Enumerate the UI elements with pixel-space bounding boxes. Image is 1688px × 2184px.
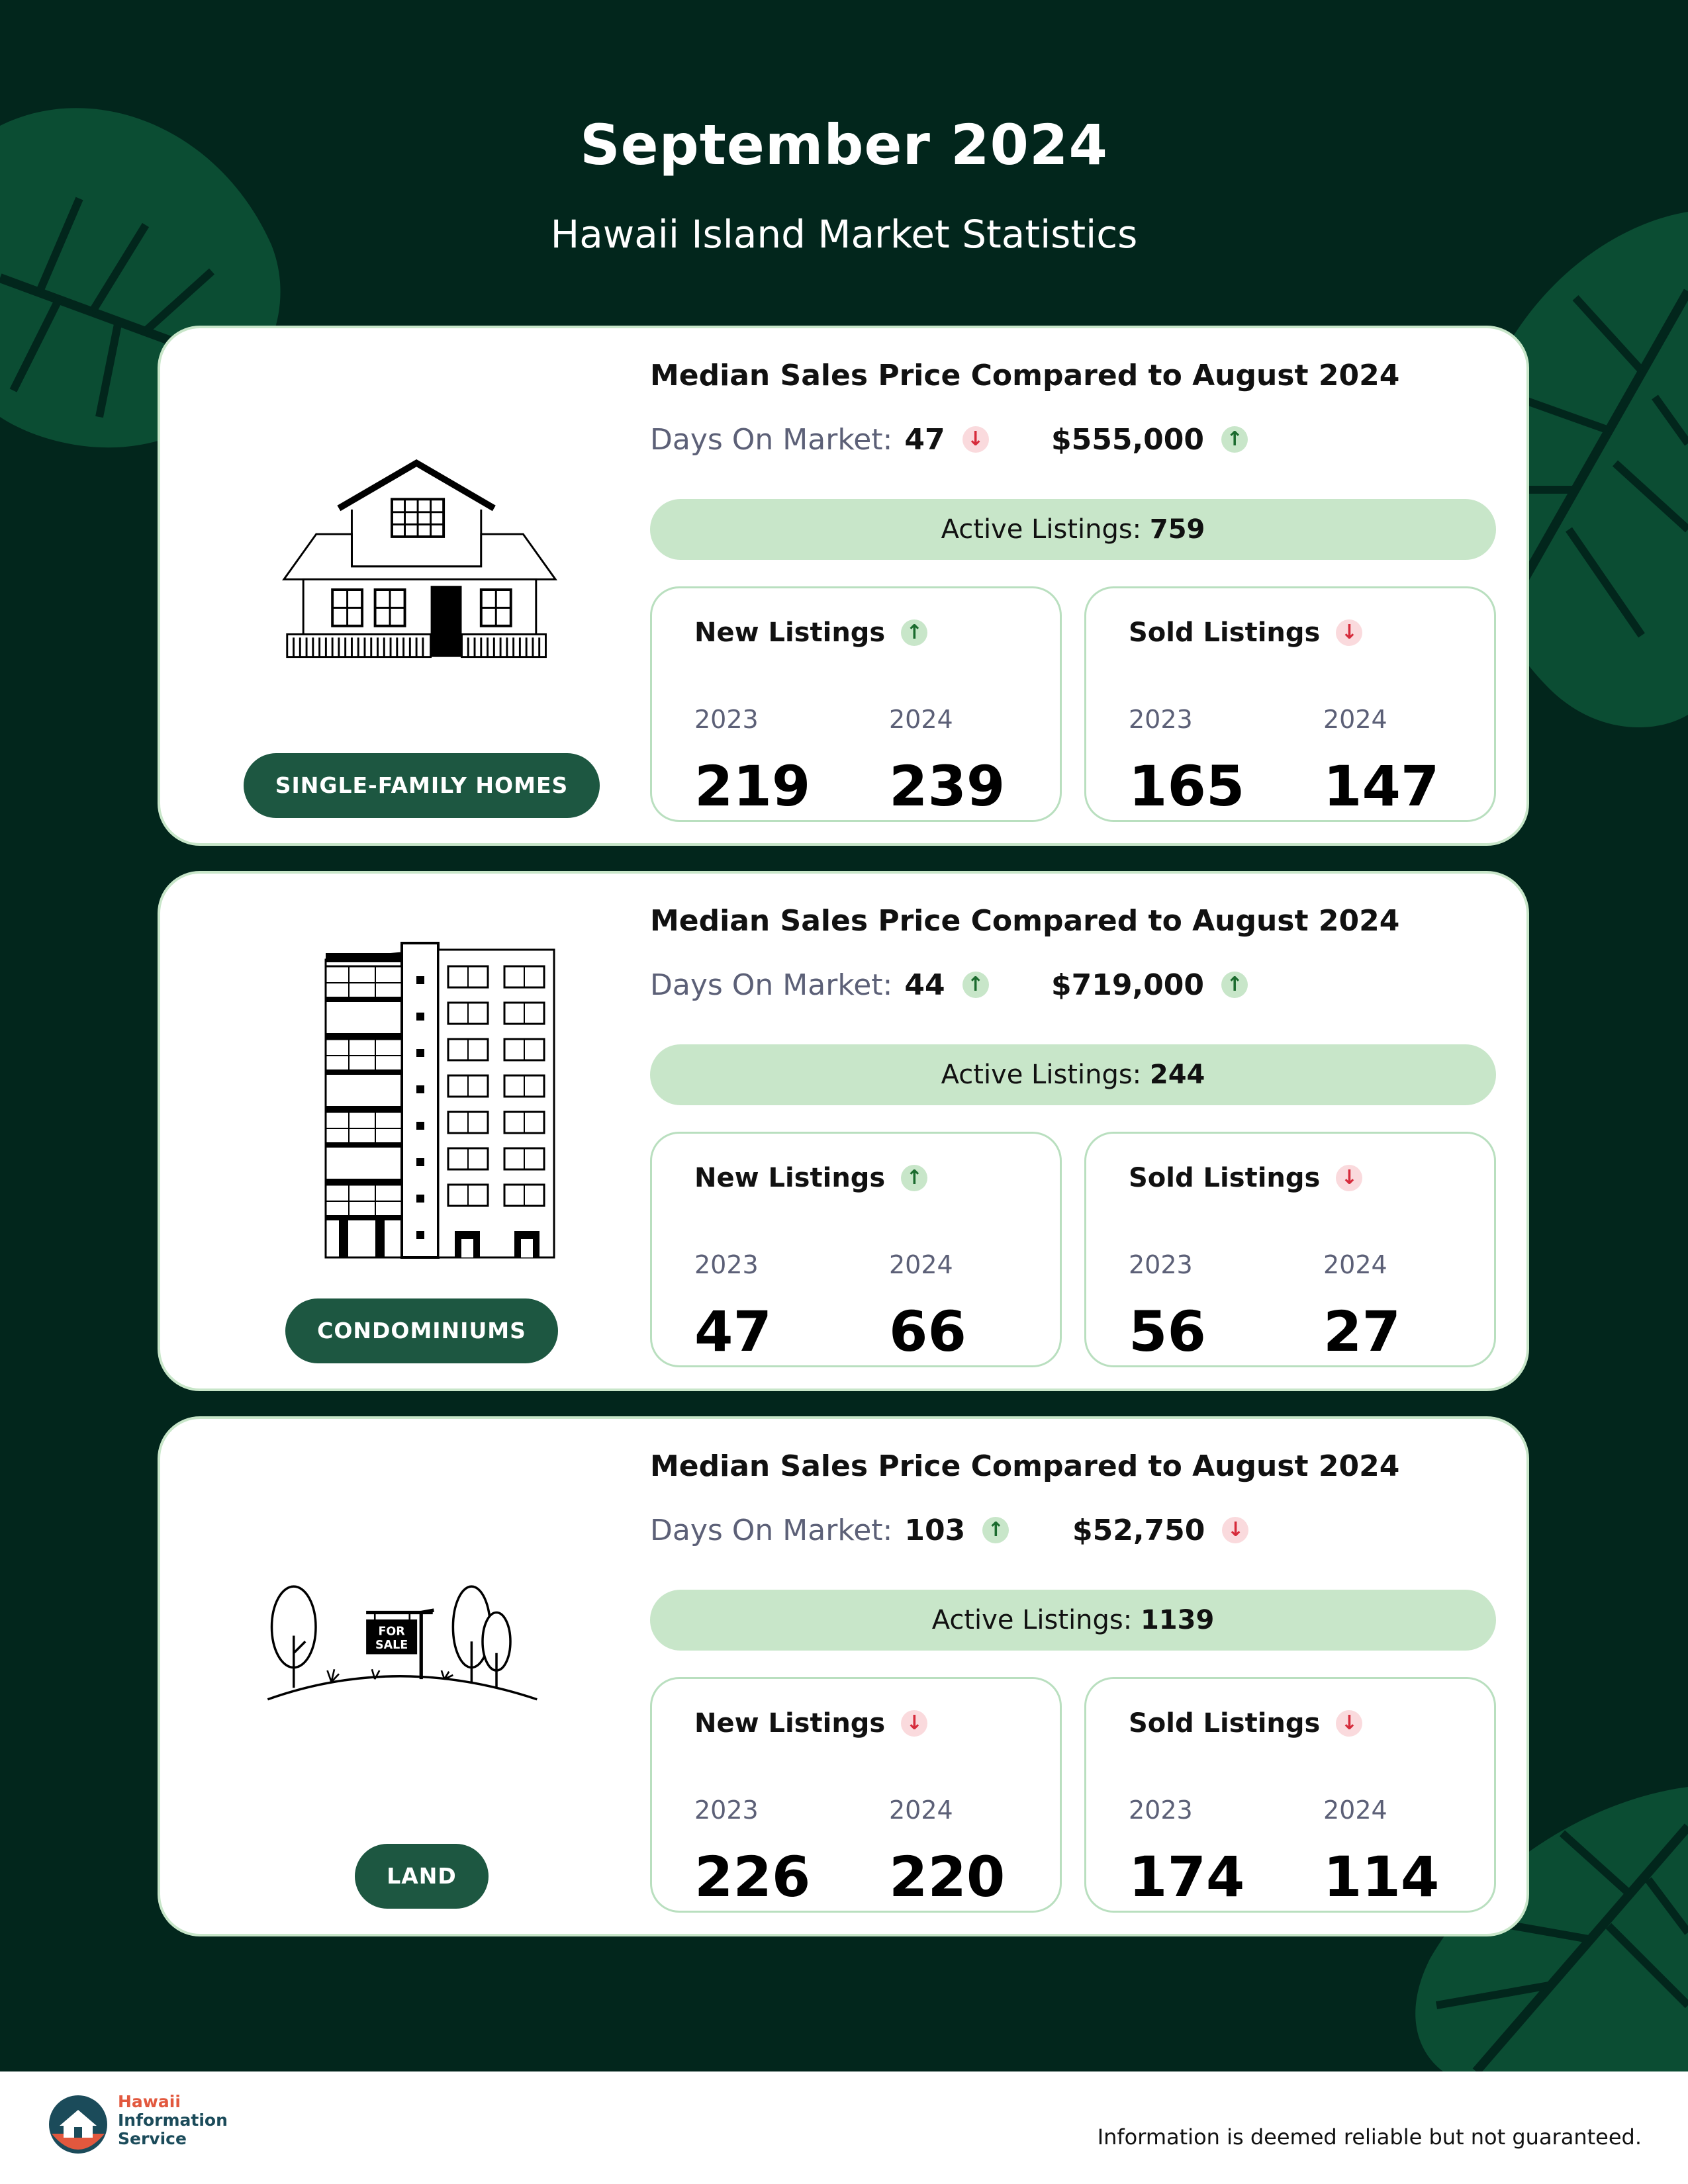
sold-listings-box — [1084, 1677, 1496, 1913]
house-logo-icon — [46, 2093, 110, 2156]
year-2023-label: 2023 — [1129, 705, 1193, 734]
active-listings-label: Active Listings: — [941, 514, 1142, 545]
arrow-down-icon: ↓ — [1336, 619, 1362, 646]
type-badge: CONDOMINIUMS — [285, 1298, 558, 1363]
page-subtitle: Hawaii Island Market Statistics — [550, 212, 1138, 257]
median-price-row — [1072, 1510, 1248, 1550]
active-listings-value: 244 — [1149, 1060, 1205, 1090]
year-2024-label: 2024 — [1323, 705, 1387, 734]
sold-listings-heading — [1129, 1163, 1362, 1193]
new-listings-2023-value: 47 — [694, 1299, 772, 1364]
sold-listings-2023-value: 56 — [1129, 1299, 1206, 1364]
new-listings-label: New Listings — [694, 1163, 886, 1193]
days-on-market-row — [650, 1510, 1009, 1550]
new-listings-2024-value: 66 — [889, 1299, 966, 1364]
disclaimer-text: Information is deemed reliable but not guaranteed. — [1097, 2124, 1642, 2150]
year-2023-label: 2023 — [694, 1796, 759, 1825]
arrow-down-icon: ↓ — [1336, 1710, 1362, 1737]
days-on-market-label: Days On Market: — [650, 422, 893, 457]
active-listings-label: Active Listings: — [941, 1060, 1142, 1090]
median-price-value: $719,000 — [1051, 968, 1205, 1002]
arrow-up-icon: ↑ — [901, 619, 927, 646]
median-price-row — [1051, 965, 1248, 1005]
year-2023-label: 2023 — [1129, 1250, 1193, 1279]
sold-listings-2024-value: 27 — [1323, 1299, 1401, 1364]
arrow-down-icon: ↓ — [901, 1710, 927, 1737]
median-price-value: $555,000 — [1051, 422, 1205, 457]
sold-listings-heading — [1129, 1708, 1362, 1739]
new-listings-heading — [694, 617, 927, 648]
new-listings-2024-value: 220 — [889, 1844, 1006, 1909]
arrow-down-icon: ↓ — [962, 426, 989, 453]
year-2024-label: 2024 — [889, 1250, 953, 1279]
arrow-up-icon: ↑ — [901, 1165, 927, 1191]
active-listings-bar — [650, 499, 1496, 560]
card-land — [158, 1416, 1529, 1936]
sold-listings-box — [1084, 586, 1496, 822]
for-sale-sign-line2: SALE — [375, 1638, 408, 1652]
footer — [0, 2071, 1688, 2184]
new-listings-heading — [694, 1163, 927, 1193]
new-listings-2023-value: 219 — [694, 754, 811, 819]
sold-listings-2024-value: 147 — [1323, 754, 1440, 819]
year-2023-label: 2023 — [1129, 1796, 1193, 1825]
type-badge: SINGLE-FAMILY HOMES — [244, 753, 600, 818]
card-single-family-homes — [158, 326, 1529, 846]
arrow-down-icon: ↓ — [1222, 1517, 1248, 1543]
new-listings-box — [650, 1677, 1062, 1913]
year-2024-label: 2024 — [889, 705, 953, 734]
sold-listings-2023-value: 174 — [1129, 1844, 1245, 1909]
median-price-title: Median Sales Price Compared to August 2024 — [650, 359, 1400, 392]
median-price-title: Median Sales Price Compared to August 2024 — [650, 904, 1400, 938]
type-pill-container — [160, 1298, 683, 1363]
median-price-title: Median Sales Price Compared to August 2024 — [650, 1449, 1400, 1483]
arrow-up-icon: ↑ — [962, 972, 989, 998]
type-badge: LAND — [355, 1844, 489, 1909]
card-condominiums — [158, 871, 1529, 1391]
new-listings-2023-value: 226 — [694, 1844, 811, 1909]
new-listings-label: New Listings — [694, 617, 886, 648]
year-2024-label: 2024 — [1323, 1250, 1387, 1279]
sold-listings-box — [1084, 1132, 1496, 1367]
days-on-market-row — [650, 965, 989, 1005]
sold-listings-heading — [1129, 617, 1362, 648]
house-icon — [281, 454, 559, 672]
for-sale-sign-line1: FOR — [378, 1625, 405, 1639]
days-on-market-row — [650, 420, 989, 459]
active-listings-bar — [650, 1590, 1496, 1651]
active-listings-bar — [650, 1044, 1496, 1105]
active-listings-value: 759 — [1149, 514, 1205, 545]
days-on-market-label: Days On Market: — [650, 1513, 893, 1547]
days-on-market-label: Days On Market: — [650, 968, 893, 1002]
arrow-up-icon: ↑ — [1221, 972, 1248, 998]
arrow-up-icon: ↑ — [1221, 426, 1248, 453]
active-listings-label: Active Listings: — [931, 1605, 1133, 1635]
median-price-value: $52,750 — [1072, 1513, 1205, 1547]
year-2023-label: 2023 — [694, 705, 759, 734]
page-title: September 2024 — [580, 113, 1108, 177]
type-pill-container — [160, 753, 683, 818]
new-listings-label: New Listings — [694, 1708, 886, 1739]
logo-text — [118, 2093, 228, 2148]
active-listings-value: 1139 — [1140, 1605, 1215, 1635]
type-pill-container — [160, 1844, 683, 1909]
median-price-row — [1051, 420, 1248, 459]
new-listings-box — [650, 1132, 1062, 1367]
arrow-up-icon: ↑ — [982, 1517, 1009, 1543]
sold-listings-label: Sold Listings — [1129, 617, 1321, 648]
sold-listings-2024-value: 114 — [1323, 1844, 1440, 1909]
new-listings-2024-value: 239 — [889, 754, 1006, 819]
condo-building-icon — [303, 940, 581, 1264]
new-listings-box — [650, 586, 1062, 822]
days-on-market-value: 44 — [904, 968, 945, 1002]
days-on-market-value: 47 — [904, 422, 945, 457]
land-for-sale-icon — [265, 1574, 543, 1720]
sold-listings-2023-value: 165 — [1129, 754, 1245, 819]
logo-text-line2: Information — [118, 2111, 228, 2130]
year-2023-label: 2023 — [694, 1250, 759, 1279]
year-2024-label: 2024 — [889, 1796, 953, 1825]
sold-listings-label: Sold Listings — [1129, 1708, 1321, 1739]
logo-text-line3: Service — [118, 2129, 187, 2148]
arrow-down-icon: ↓ — [1336, 1165, 1362, 1191]
new-listings-heading — [694, 1708, 927, 1739]
year-2024-label: 2024 — [1323, 1796, 1387, 1825]
days-on-market-value: 103 — [904, 1513, 966, 1547]
logo-text-line1: Hawaii — [118, 2092, 181, 2111]
his-logo — [46, 2093, 324, 2165]
sold-listings-label: Sold Listings — [1129, 1163, 1321, 1193]
